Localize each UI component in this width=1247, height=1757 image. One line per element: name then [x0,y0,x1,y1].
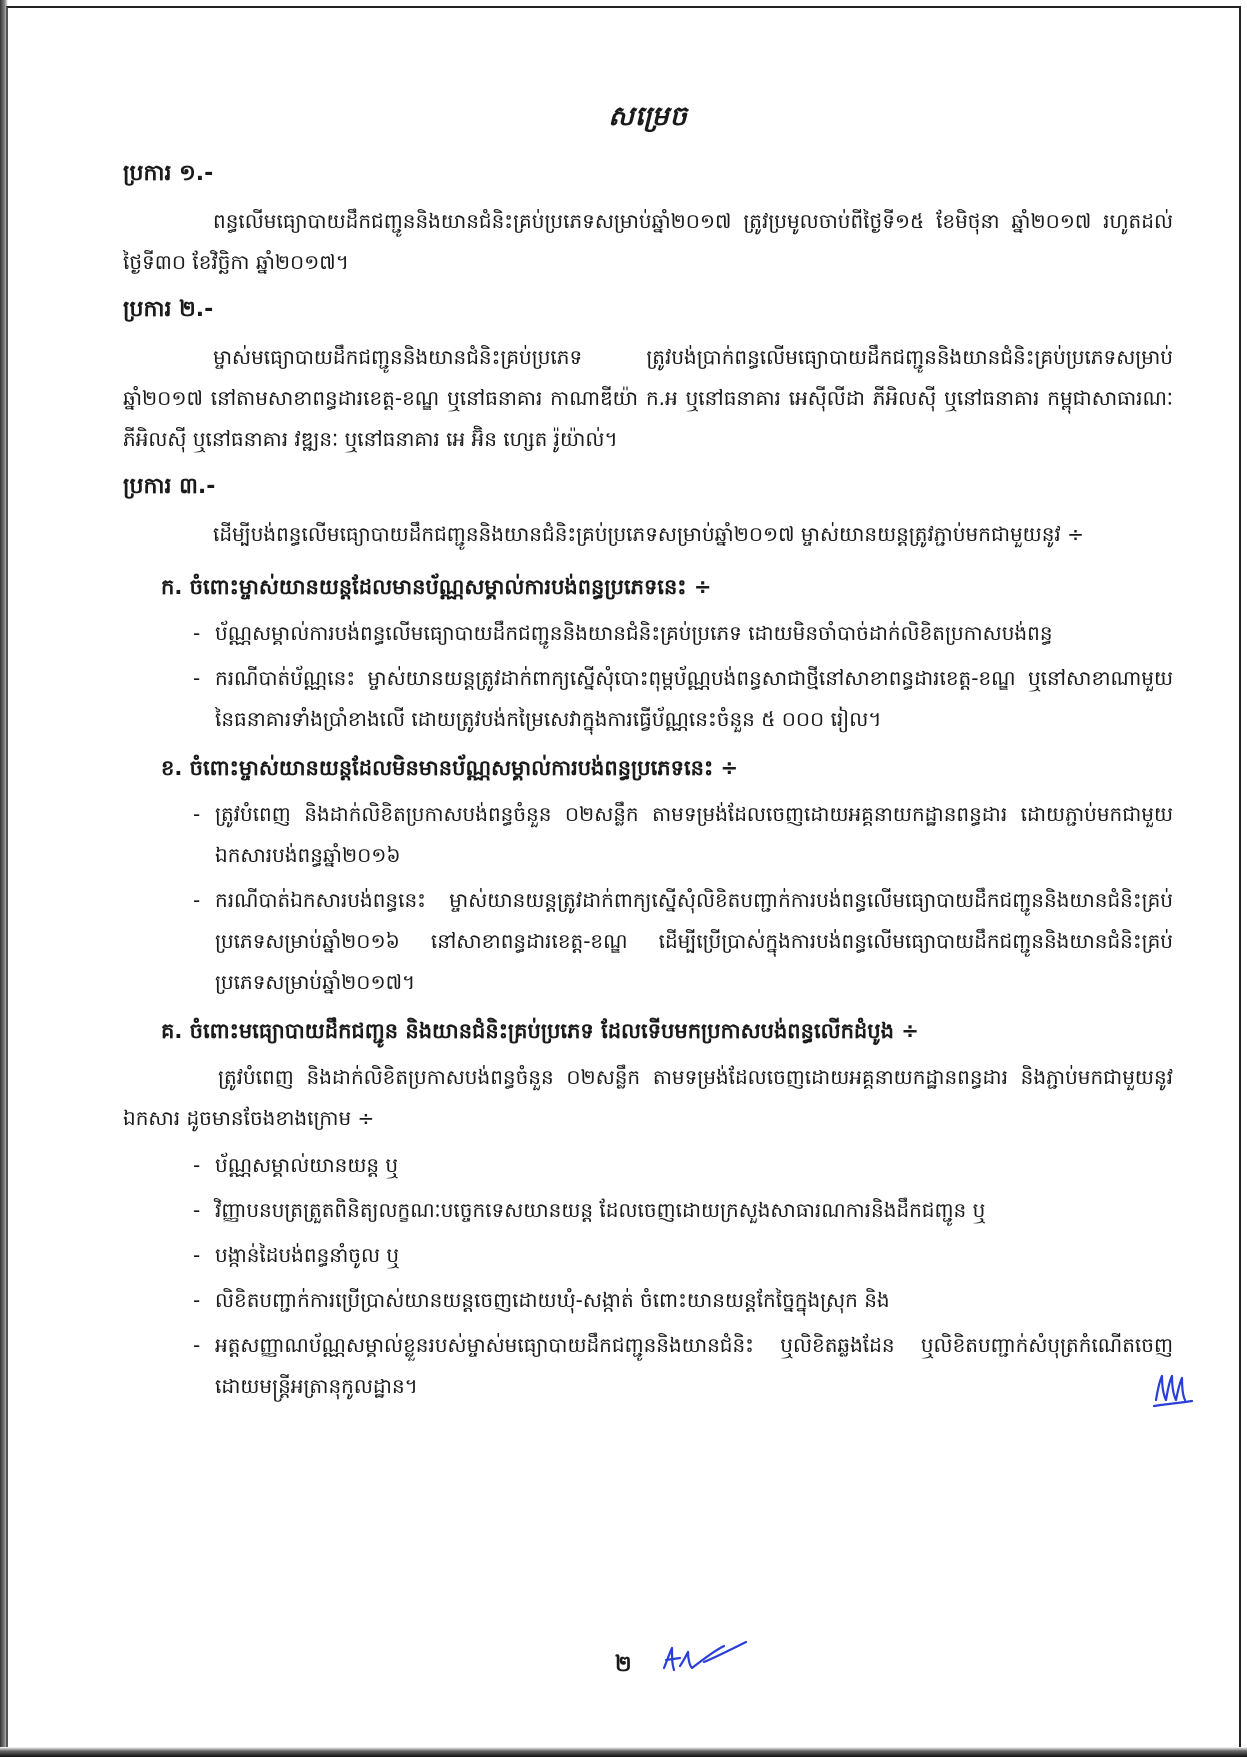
section-b-heading: ខ. ចំពោះម្ចាស់យានយន្តដែលមិនមានប័ណ្ណសម្គាល់ការបង់ពន្ធប្រភេទនេះ ÷ [161,756,739,780]
list-item: - ប័ណ្ណសម្គាល់យានយន្ត ឬ [193,1145,1173,1186]
article-2-paragraph: ម្ចាស់មធ្យោបាយដឹកជញ្ជូននិងយានជំនិះគ្រប់ប្រភេទ ត្រូវបង់ប្រាក់ពន្ធលើមធ្យោបាយដឹកជញ្ជូននិងយានជំនិះគ្រប់ប្រភេទសម្រាប់ឆ្នាំ២០១៧ នៅតាមសាខាពន្ធដារខេត្ត-ខណ្ឌ ឬនៅធនាគារ កាណាឌីយ៉ា ក.អ ឬនៅធនាគារ អេស៊ីលីដា ភីអិលស៊ី ឬនៅធនាគារ កម្ពុជាសាធារណៈ ភីអិលស៊ី ឬនៅធនាគារ វឌ្ឍនៈ ឬនៅធនាគារ អេ អ៊ិន ហ្សេត រ៉ូយ៉ាល់។ [123,345,1173,451]
page-number: ២ [615,1652,632,1677]
list-item: - លិខិតបញ្ជាក់ការប្រើប្រាស់យានយន្តចេញដោយឃុំ-សង្កាត់ ចំពោះយានយន្តកែច្នៃក្នុងស្រុក និង [193,1280,1173,1321]
list-item: - ប័ណ្ណសម្គាល់ការបង់ពន្ធលើមធ្យោបាយដឹកជញ្ជូននិងយានជំនិះគ្រប់ប្រភេទ ដោយមិនចាំបាច់ដាក់លិខិតប្រកាសបង់ពន្ធ [193,613,1173,654]
article-3-heading: ប្រការ ៣.- [123,474,216,499]
list-item: - ករណីបាត់ឯកសារបង់ពន្ធនេះ ម្ចាស់យានយន្តត្រូវដាក់ពាក្យស្នើសុំលិខិតបញ្ជាក់ការបង់ពន្ធលើមធ្យោបាយដឹកជញ្ជូននិងយានជំនិះគ្រប់ប្រភេទសម្រាប់ឆ្នាំ២០១៦ នៅសាខាពន្ធដារខេត្ត-ខណ្ឌ ដើម្បីប្រើប្រាស់ក្នុងការបង់ពន្ធលើមធ្យោបាយដឹកជញ្ជូននិងយានជំនិះគ្រប់ប្រភេទសម្រាប់ឆ្នាំ២០១៧។ [193,880,1173,1003]
scan-edge-left [0,0,8,1757]
document-title: សម្រេច [608,101,688,132]
article-1-heading: ប្រការ ១.- [123,161,214,186]
list-item: - អត្តសញ្ញាណប័ណ្ណសម្គាល់ខ្លួនរបស់ម្ចាស់មធ្យោបាយដឹកជញ្ជូននិងយានជំនិះ ឬលិខិតឆ្លងដែន ឬលិខិតបញ្ជាក់សំបុត្រកំណើតចេញដោយមន្ត្រីអត្រានុកូលដ្ឋាន។ [193,1325,1173,1407]
section-c-heading: គ. ចំពោះមធ្យោបាយដឹកជញ្ជូន និងយានជំនិះគ្រប់ប្រភេទ ដែលទើបមកប្រកាសបង់ពន្ធលើកដំបូង ÷ [161,1019,919,1043]
list-item: - ករណីបាត់ប័ណ្ណនេះ ម្ចាស់យានយន្តត្រូវដាក់ពាក្យស្នើសុំបោះពុម្ពប័ណ្ណបង់ពន្ធសាជាថ្មីនៅសាខាពន្ធដារខេត្ត-ខណ្ឌ ឬនៅសាខាណាមួយនៃធនាគារទាំងប្រាំខាងលើ ដោយត្រូវបង់កម្រៃសេវាក្នុងការធ្វើប័ណ្ណនេះចំនួន ៥ ០០០ រៀល។ [193,658,1173,740]
handwritten-signature [660,1638,750,1678]
section-a-list [123,613,1173,740]
article-1-paragraph: ពន្ធលើមធ្យោបាយដឹកជញ្ជូននិងយានជំនិះគ្រប់ប្រភេទសម្រាប់ឆ្នាំ២០១៧ ត្រូវប្រមូលចាប់ពីថ្ងៃទី១៥ ខែមិថុនា ឆ្នាំ២០១៧ រហូតដល់ថ្ងៃទី៣០ ខែវិច្ឆិកា ឆ្នាំ២០១៧។ [123,209,1173,274]
document-body [123,100,1173,1413]
list-item: - វិញ្ញាបនបត្រត្រួតពិនិត្យលក្ខណៈបច្ចេកទេសយានយន្ត ដែលចេញដោយក្រសួងសាធារណការនិងដឹកជញ្ជូន ឬ [193,1190,1173,1231]
section-a-heading: ក. ចំពោះម្ចាស់យានយន្តដែលមានប័ណ្ណសម្គាល់ការបង់ពន្ធប្រភេទនេះ ÷ [161,575,712,599]
section-b [123,748,1173,1003]
article-2 [123,295,1173,460]
article-3 [123,472,1173,555]
section-c-intro: ត្រូវបំពេញ និងដាក់លិខិតប្រកាសបង់ពន្ធចំនួន ០២សន្លឹក តាមទម្រង់ដែលចេញដោយអគ្គនាយកដ្ឋានពន្ធដារ និងភ្ជាប់មកជាមួយនូវឯកសារ ដូចមានចែងខាងក្រោម ÷ [123,1065,1173,1130]
section-c-list [123,1145,1173,1407]
scan-edge-bottom [0,1747,1247,1757]
section-a [123,567,1173,740]
article-3-paragraph: ដើម្បីបង់ពន្ធលើមធ្យោបាយដឹកជញ្ជូននិងយានជំនិះគ្រប់ប្រភេទសម្រាប់ឆ្នាំ២០១៧ ម្ចាស់យានយន្តត្រូវភ្ជាប់មកជាមួយនូវ ÷ [213,522,1084,546]
section-b-list [123,794,1173,1003]
section-c [123,1011,1173,1407]
list-item: - ត្រូវបំពេញ និងដាក់លិខិតប្រកាសបង់ពន្ធចំនួន ០២សន្លឹក តាមទម្រង់ដែលចេញដោយអគ្គនាយកដ្ឋានពន្ធដារ ដោយភ្ជាប់មកជាមួយឯកសារបង់ពន្ធឆ្នាំ២០១៦ [193,794,1173,876]
handwritten-initial-mark [1152,1370,1196,1410]
article-1 [123,159,1173,283]
article-2-heading: ប្រការ ២.- [123,297,214,322]
list-item: - បង្កាន់ដៃបង់ពន្ធនាំចូល ឬ [193,1235,1173,1276]
